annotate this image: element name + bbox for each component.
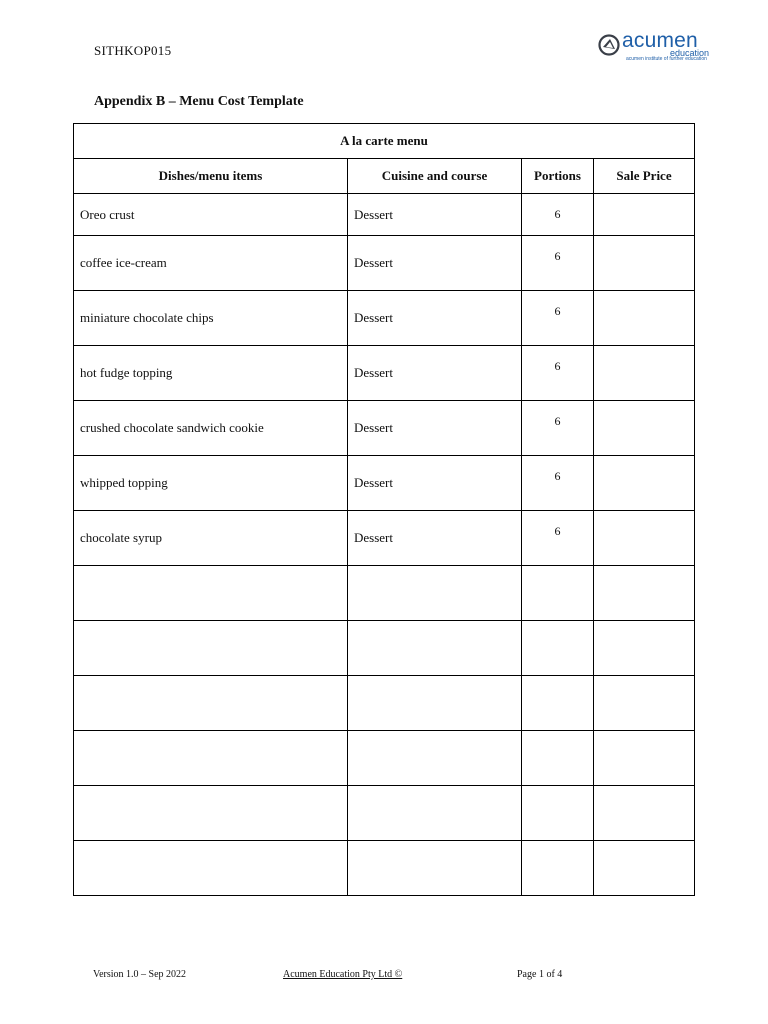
table-row bbox=[74, 291, 695, 346]
table-row bbox=[74, 456, 695, 511]
cell-cuisine-course bbox=[348, 841, 522, 896]
cell-portions: 6 bbox=[522, 401, 594, 456]
cell-cuisine-course bbox=[348, 566, 522, 621]
acumen-logo bbox=[598, 31, 710, 65]
cell-dish: Oreo crust bbox=[74, 194, 348, 236]
document-code: SITHKOP015 bbox=[94, 43, 172, 58]
cell-sale-price bbox=[594, 731, 695, 786]
cell-cuisine-course: Dessert bbox=[348, 291, 522, 346]
footer-version: Version 1.0 – Sep 2022 bbox=[93, 969, 187, 980]
cell-dish bbox=[74, 566, 348, 621]
table-row bbox=[74, 676, 695, 731]
cell-cuisine-course: Dessert bbox=[348, 236, 522, 291]
table-row bbox=[74, 621, 695, 676]
cell-sale-price bbox=[594, 236, 695, 291]
cell-sale-price bbox=[594, 291, 695, 346]
cell-dish: chocolate syrup bbox=[74, 511, 348, 566]
cell-portions bbox=[522, 731, 594, 786]
cell-portions bbox=[522, 676, 594, 731]
cell-sale-price bbox=[594, 676, 695, 731]
table-row bbox=[74, 194, 695, 236]
cell-dish: crushed chocolate sandwich cookie bbox=[74, 401, 348, 456]
cell-sale-price bbox=[594, 566, 695, 621]
cell-sale-price bbox=[594, 621, 695, 676]
cell-cuisine-course: Dessert bbox=[348, 511, 522, 566]
cell-sale-price bbox=[594, 401, 695, 456]
footer-page-number: Page 1 of 4 bbox=[517, 969, 563, 980]
cell-dish: hot fudge topping bbox=[74, 346, 348, 401]
cell-dish bbox=[74, 731, 348, 786]
cell-dish bbox=[74, 676, 348, 731]
cell-sale-price bbox=[594, 786, 695, 841]
cell-dish: whipped topping bbox=[74, 456, 348, 511]
cell-portions: 6 bbox=[522, 194, 594, 236]
cell-sale-price bbox=[594, 194, 695, 236]
cell-dish: coffee ice-cream bbox=[74, 236, 348, 291]
table-row bbox=[74, 236, 695, 291]
menu-cost-table bbox=[73, 123, 695, 896]
cell-cuisine-course: Dessert bbox=[348, 456, 522, 511]
cell-portions: 6 bbox=[522, 456, 594, 511]
cell-portions bbox=[522, 566, 594, 621]
cell-sale-price bbox=[594, 456, 695, 511]
cell-portions: 6 bbox=[522, 511, 594, 566]
table-title: A la carte menu bbox=[74, 124, 695, 159]
table-header-row bbox=[74, 159, 695, 194]
column-header-sale-price: Sale Price bbox=[594, 159, 695, 194]
cell-sale-price bbox=[594, 841, 695, 896]
cell-portions bbox=[522, 841, 594, 896]
cell-cuisine-course: Dessert bbox=[348, 194, 522, 236]
table-row bbox=[74, 731, 695, 786]
table-row bbox=[74, 401, 695, 456]
cell-cuisine-course: Dessert bbox=[348, 346, 522, 401]
table-row bbox=[74, 841, 695, 896]
cell-cuisine-course: Dessert bbox=[348, 401, 522, 456]
table-row bbox=[74, 511, 695, 566]
cell-dish bbox=[74, 621, 348, 676]
logo-tagline: acumen institute of further education bbox=[626, 56, 707, 62]
cell-dish: miniature chocolate chips bbox=[74, 291, 348, 346]
cell-dish bbox=[74, 841, 348, 896]
footer-company-link[interactable]: Acumen Education Pty Ltd © bbox=[283, 969, 403, 980]
table-row bbox=[74, 566, 695, 621]
cell-portions: 6 bbox=[522, 291, 594, 346]
cell-cuisine-course bbox=[348, 676, 522, 731]
cell-portions: 6 bbox=[522, 236, 594, 291]
cell-portions bbox=[522, 621, 594, 676]
logo-brand-text: acumen bbox=[622, 29, 698, 52]
column-header-cuisine: Cuisine and course bbox=[348, 159, 522, 194]
cell-portions bbox=[522, 786, 594, 841]
section-title: Appendix B – Menu Cost Template bbox=[94, 94, 304, 109]
cell-cuisine-course bbox=[348, 731, 522, 786]
acumen-logo-mark-icon bbox=[598, 34, 620, 56]
logo-sub-text: education bbox=[670, 48, 710, 58]
table-row bbox=[74, 786, 695, 841]
column-header-dishes: Dishes/menu items bbox=[74, 159, 348, 194]
cell-sale-price bbox=[594, 346, 695, 401]
cell-portions: 6 bbox=[522, 346, 594, 401]
table-row bbox=[74, 346, 695, 401]
cell-cuisine-course bbox=[348, 621, 522, 676]
cell-dish bbox=[74, 786, 348, 841]
column-header-portions: Portions bbox=[522, 159, 594, 194]
cell-sale-price bbox=[594, 511, 695, 566]
cell-cuisine-course bbox=[348, 786, 522, 841]
